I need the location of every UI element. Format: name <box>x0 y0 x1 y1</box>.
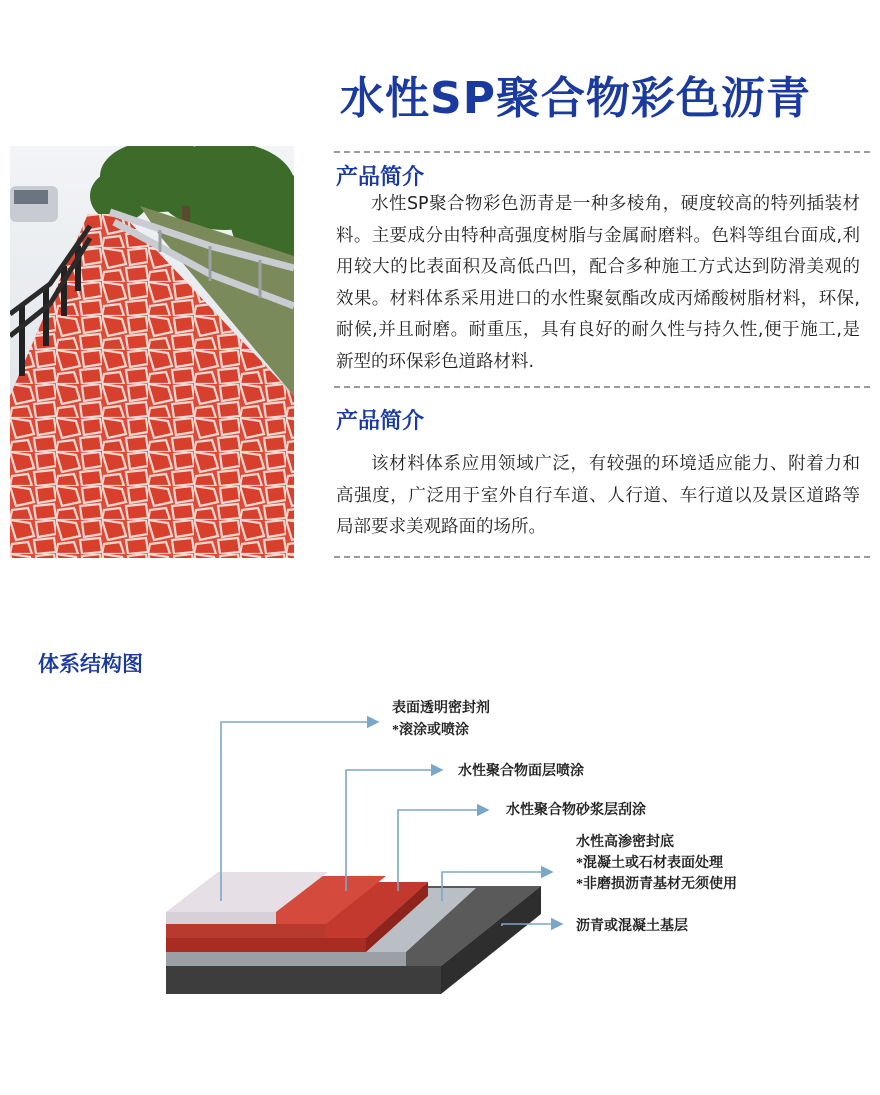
product-photo <box>10 146 294 558</box>
label-primer-note1: *混凝土或石材表面处理 <box>576 856 723 871</box>
section-body-intro: 水性SP聚合物彩色沥青是一种多棱角，硬度较高的特列插装材料。主要成分由特种高强度树脂与金属耐磨料。色料等组台面成,利用较大的比表面积及高低凸凹，配合多种施工方式达到防滑美观的效果。材料体系采用进口的水性聚氨酯改成丙烯酸树脂材料，环保,耐候,并且耐磨。耐重压，具有良好的耐久性与持久性,便于施工,是新型的环保彩色道路材料. <box>336 194 860 372</box>
layer-structure-diagram <box>166 686 786 1016</box>
label-clear-sealer-note: *滚涂或喷涂 <box>392 723 469 738</box>
asphalt-base-front <box>166 966 441 994</box>
section-body-application: 该材料体系应用领域广泛，有较强的环境适应能力、附着力和高强度，广泛用于室外自行车道、人行道、车行道以及景区道路等局部要求美观路面的场所。 <box>336 454 860 537</box>
label-primer: 水性高渗密封底 <box>576 835 674 850</box>
divider <box>334 386 870 388</box>
divider <box>334 151 870 153</box>
label-topcoat: 水性聚合物面层喷涂 <box>458 764 584 779</box>
section-title-intro: 产品简介 <box>336 165 425 190</box>
label-mortar: 水性聚合物砂浆层刮涂 <box>506 803 646 818</box>
section-title-application: 产品简介 <box>336 409 425 434</box>
label-clear-sealer: 表面透明密封剂 <box>392 701 490 716</box>
label-primer-note2: *非磨损沥青基材无须使用 <box>576 877 737 892</box>
divider <box>334 556 870 558</box>
diagram-title: 体系结构图 <box>38 652 143 676</box>
page-title: 水性SP聚合物彩色沥青 <box>340 73 811 124</box>
label-base: 沥青或混凝土基层 <box>576 919 688 934</box>
